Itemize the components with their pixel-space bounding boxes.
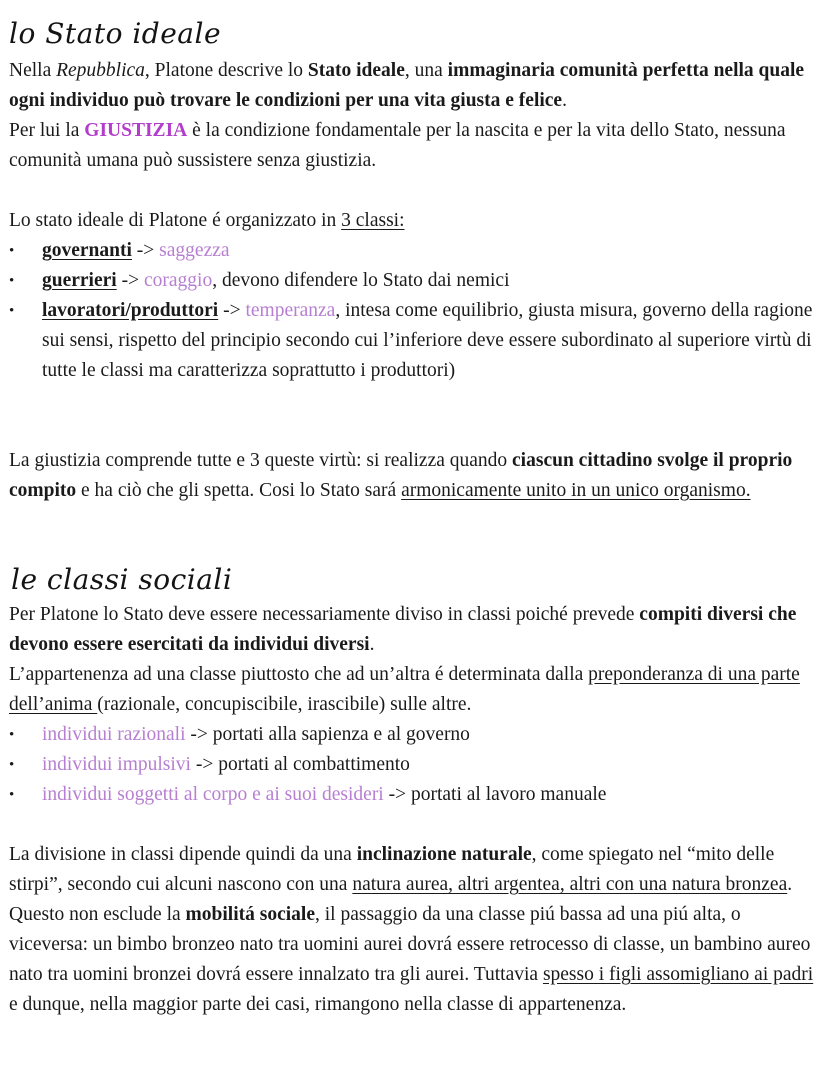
giustizia-term: GIUSTIZIA: [84, 120, 188, 141]
individui-list: [9, 720, 818, 810]
classes-block: [9, 206, 818, 386]
classes-intro: Lo stato ideale di Platone é organizzato in 3 classi:: [9, 210, 405, 231]
comunita-perfetta-phrase: immaginaria comunità perfetta nella quale ogni individuo può trovare le condizioni per una vita giusta e felice: [9, 60, 805, 111]
list-item-lavoratori: • lavoratori/produttori -> temperanza, intesa come equilibrio, giusta misura, governo della ragione sui sensi, rispetto del principio secondo cui l’inferiore deve essere subordinato al superiore virtù di tutte le classi ma caratterizza soprattutto i produttori): [9, 296, 818, 386]
intro-paragraph-block: [9, 56, 818, 176]
list-item-razionali: • individui razionali -> portati alla sapienza e al governo: [9, 720, 818, 750]
classes-list: [9, 236, 818, 386]
intro-paragraph-2: Per lui la GIUSTIZIA è la condizione fondamentale per la nascita e per la vita dello Stato, nessuna comunità umana può sussistere senza giustizia.: [9, 120, 786, 171]
section-title-classi-sociali: le classi sociali: [11, 563, 233, 596]
mito-paragraph-block: [9, 840, 818, 1020]
classi-paragraph-block: [9, 600, 818, 810]
intro-paragraph-1: Nella Repubblica, Platone descrive lo Stato ideale, una immaginaria comunità perfetta nella quale ogni individuo può trovare le condizioni per una vita giusta e felice.: [9, 60, 805, 111]
mito-paragraph: La divisione in classi dipende quindi da una inclinazione naturale, come spiegato nel “mito delle stirpi”, secondo cui alcuni nascono con una natura aurea, altri argentea, altri con una natura bronzea. Questo non esclude la mobilitá sociale, il passaggio da una classe piú bassa ad una piú alta, o viceversa: un bimbo bronzeo nato tra uomini aurei dovrá essere retrocesso di classe, un bambino aureo nato tra uomini bronzei dovrá essere innalzato tra gli aurei. Tuttavia spesso i figli assomigliano ai padri e dunque, nella maggior parte dei casi, rimangono nella classe di appartenenza.: [9, 844, 814, 1015]
stato-ideale-term: Stato ideale: [307, 60, 405, 81]
justice-paragraph: La giustizia comprende tutte e 3 queste virtù: si realizza quando ciascun cittadino svolge il proprio compito e ha ciò che gli spetta. Cosi lo Stato sará armonicamente unito in un unico organismo.: [9, 450, 793, 501]
three-classes-label: 3 classi:: [341, 210, 405, 231]
list-item-soggetti-al-corpo: • individui soggetti al corpo e ai suoi desideri -> portati al lavoro manuale: [9, 780, 818, 810]
list-item-impulsivi: • individui impulsivi -> portati al combattimento: [9, 750, 818, 780]
list-item-governanti: • governanti -> saggezza: [9, 236, 818, 266]
list-item-guerrieri: • guerrieri -> coraggio, devono difendere lo Stato dai nemici: [9, 266, 818, 296]
classi-paragraph-2: L’appartenenza ad una classe piuttosto che ad un’altra é determinata dalla preponderanza di una parte dell’anima (razionale, concupiscibile, irascibile) sulle altre.: [9, 664, 800, 715]
classi-paragraph-1: Per Platone lo Stato deve essere necessariamente diviso in classi poiché prevede compiti diversi che devono essere esercitati da individui diversi.: [9, 604, 797, 655]
repubblica-title: Repubblica: [56, 60, 145, 81]
justice-paragraph-block: [9, 446, 818, 506]
section-title-stato-ideale: lo Stato ideale: [9, 17, 222, 50]
